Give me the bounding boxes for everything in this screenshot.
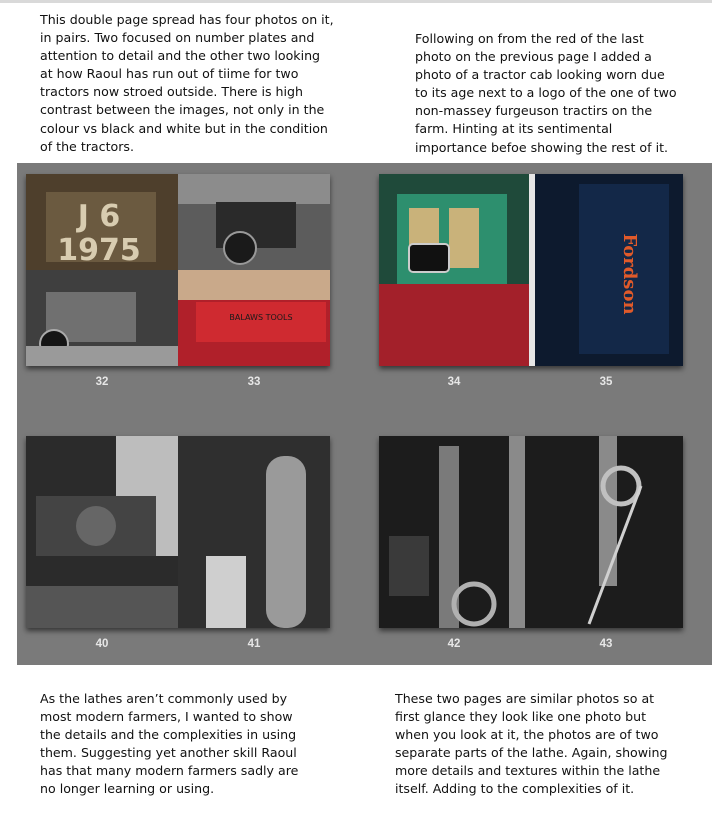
- plate-line1-text: J 6: [77, 199, 121, 234]
- cab-window-right: [449, 208, 479, 268]
- drill-column-right: [599, 436, 617, 586]
- tractor-wheel: [224, 232, 256, 264]
- spread-gutter-highlight: [529, 174, 535, 366]
- spread-42-43-photos: [379, 436, 683, 628]
- red-tag-text: BALAWS TOOLS: [229, 313, 293, 322]
- photo-lathe-belt: [178, 436, 330, 628]
- caption-spread-40-41: As the lathes aren’t commonly used by most modern farmers, I wanted to show the details and the complexities in using them. Suggesting yet another skill Raoul has that many modern farmers sadly are no longer learning or using.: [40, 691, 299, 797]
- page-number-40: 40: [95, 638, 109, 650]
- cab-red-lower: [379, 284, 531, 366]
- caption-spread-34-35: Following on from the red of the last photo on the previous page I added a photo of a tractor cab looking worn due to its age next to a logo of the one of two non-massey furgeuson tractirs on the farm. Hinting at its sentimental importance befoe showing the rest of it.: [415, 31, 677, 155]
- lathe-housing: [206, 556, 246, 628]
- spread-40-41[interactable]: [26, 436, 330, 628]
- page-number-41: 41: [247, 638, 261, 650]
- fordson-logo-text: Fordson: [619, 233, 640, 315]
- spread-40-41-photos: [26, 436, 330, 628]
- page-number-35: 35: [599, 376, 613, 388]
- lathe-chuck: [76, 506, 116, 546]
- grass: [26, 346, 178, 366]
- caption-spread-32-33: This double page spread has four photos on it, in pairs. Two focused on number plates and attention to detail and the other two looking at how Raoul has run out of tiime for two tractors now stroed outside. There is high contrast between the images, not only in the colour vs black and white but in the condition of the tractors.: [40, 12, 334, 154]
- photo-trees: [178, 174, 330, 204]
- lathe-drive-belt: [266, 456, 306, 628]
- page-number-32: 32: [95, 376, 109, 388]
- caption-spread-42-43: These two pages are similar photos so at first glance they look like one photo but when you look at it, the photos are of two separate parts of the lathe. Again, showing more details and textures within the lathe itself. Adding to the complexities of it.: [395, 691, 668, 797]
- sacking: [178, 270, 330, 300]
- page-number-34: 34: [447, 376, 461, 388]
- page-number-43: 43: [599, 638, 613, 650]
- window-top-border: [0, 0, 712, 3]
- spread-34-35-photos: [379, 174, 683, 366]
- spread-32-33-photos: [26, 174, 330, 366]
- red-tag-panel: [196, 302, 326, 342]
- page-number-33: 33: [247, 376, 261, 388]
- drill-column-centre: [509, 436, 525, 628]
- photo-pillar-drill: [379, 436, 683, 628]
- background-machinery: [389, 536, 429, 596]
- workbench-front: [26, 586, 178, 628]
- spread-32-33[interactable]: [26, 174, 330, 366]
- spread-34-35[interactable]: [379, 174, 683, 366]
- plate-line2-text: 1975: [57, 233, 141, 268]
- spread-42-43[interactable]: [379, 436, 683, 628]
- page-number-42: 42: [447, 638, 461, 650]
- wing-mirror: [409, 244, 449, 272]
